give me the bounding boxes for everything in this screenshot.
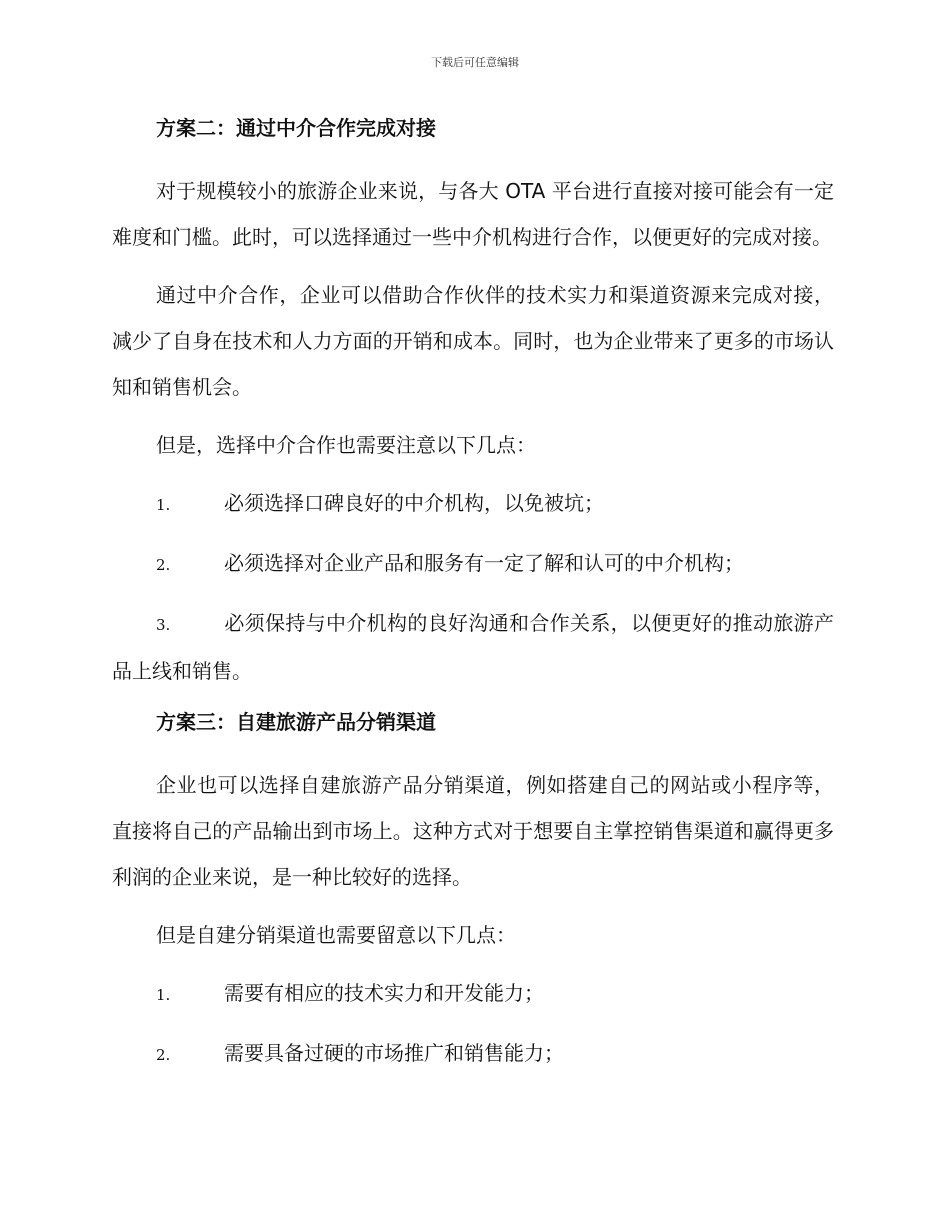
list-number: 1. [156,496,171,514]
list-number: 1. [156,986,171,1004]
section2-paragraph-1: 对于规模较小的旅游企业来说，与各大 OTA 平台进行直接对接可能会有一定难度和门槛。此时，可以选择通过一些中介机构进行合作，以便更好的完成对接。 [112,179,834,249]
list-text: 需要具备过硬的市场推广和销售能力； [224,1041,564,1065]
section3-paragraph-1: 企业也可以选择自建旅游产品分销渠道，例如搭建自己的网站或小程序等，直接将自己的产品输出到市场上。这种方式对于想要自主掌控销售渠道和赢得更多利润的企业来说，是一种比较好的选择。 [112,773,834,889]
section2-list-item-1 [112,480,834,528]
section3-list-item-1 [112,970,834,1018]
section3-paragraph-2: 但是自建分销渠道也需要留意以下几点： [156,923,516,947]
section2-paragraph-3: 但是，选择中介合作也需要注意以下几点： [156,433,536,457]
header-note: 下载后可任意编辑 [431,56,519,69]
section2-paragraph-2: 通过中介合作，企业可以借助合作伙伴的技术实力和渠道资源来完成对接，减少了自身在技术和人力方面的开销和成本。同时，也为企业带来了更多的市场认知和销售机会。 [112,283,834,399]
list-number: 2. [156,556,171,574]
list-text: 必须选择对企业产品和服务有一定了解和认可的中介机构； [224,551,744,575]
document-body [112,112,834,1090]
section3-list-item-2 [112,1030,834,1078]
list-text: 必须选择口碑良好的中介机构，以免被坑； [224,491,604,515]
section3-heading: 方案三：自建旅游产品分销渠道 [156,710,436,734]
section2-list-item-3 [112,600,834,694]
list-text: 需要有相应的技术实力和开发能力； [224,981,544,1005]
list-number: 3. [156,616,171,634]
list-text: 必须保持与中介机构的良好沟通和合作关系，以便更好的推动旅游产品上线和销售。 [112,611,834,683]
section2-heading: 方案二：通过中介合作完成对接 [156,116,436,140]
list-number: 2. [156,1046,171,1064]
section2-list-item-2 [112,540,834,588]
